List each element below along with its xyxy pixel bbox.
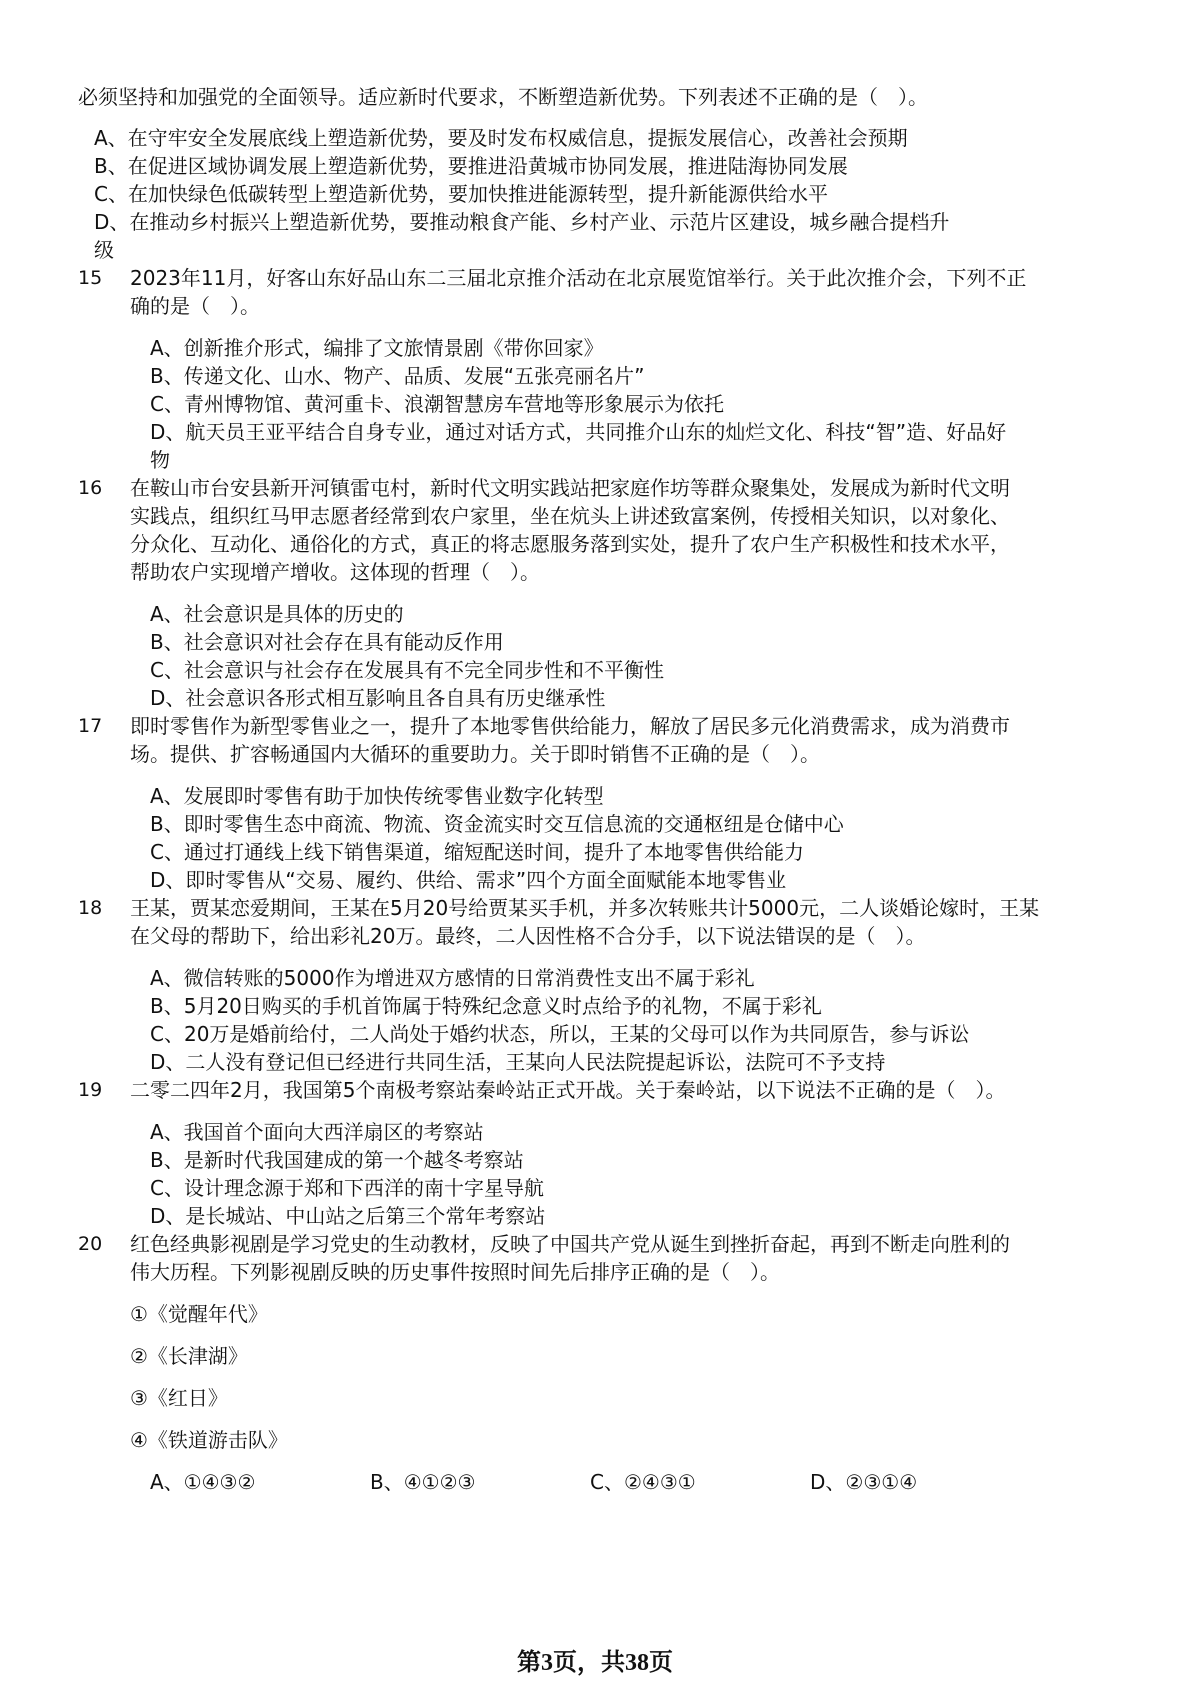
question-14-stem: 必须坚持和加强党的全面领导。适应新时代要求，不断塑造新优势。下列表述不正确的是（ ）。 <box>78 85 928 109</box>
question-15-option-d[interactable]: D、航天员王亚平结合自身专业，通过对话方式，共同推介山东的灿烂文化、科技“智”造、好品好 <box>150 420 1007 444</box>
question-16-option-b[interactable]: B、社会意识对社会存在具有能动反作用 <box>150 630 504 654</box>
question-number: 18 <box>78 897 103 919</box>
question-19-option-c[interactable]: C、设计理念源于郑和下西洋的南十字星导航 <box>150 1176 544 1200</box>
question-15-stem: 2023年11月，好客山东好品山东二三届北京推介活动在北京展览馆举行。关于此次推介会，下列不正 <box>130 266 1027 290</box>
question-17-stem: 即时零售作为新型零售业之一，提升了本地零售供给能力，解放了居民多元化消费需求，成为消费市 <box>130 714 1010 738</box>
question-number: 16 <box>78 477 103 499</box>
question-17-option-d[interactable]: D、即时零售从“交易、履约、供给、需求”四个方面全面赋能本地零售业 <box>150 868 787 892</box>
question-15-option-c[interactable]: C、青州博物馆、黄河重卡、浪潮智慧房车营地等形象展示为依托 <box>150 392 724 416</box>
question-18-stem: 王某，贾某恋爱期间，王某在5月20号给贾某买手机，并多次转账共计5000元，二人谈婚论嫁时，王某 <box>130 896 1040 920</box>
question-18-option-b[interactable]: B、5月20日购买的手机首饰属于特殊纪念意义时点给予的礼物，不属于彩礼 <box>150 994 822 1018</box>
question-20-item: ③《红日》 <box>130 1386 228 1410</box>
question-20-choice-d[interactable]: D、②③①④ <box>810 1470 918 1494</box>
question-20-item: ②《长津湖》 <box>130 1344 248 1368</box>
question-14-option-d[interactable]: D、在推动乡村振兴上塑造新优势，要推动粮食产能、乡村产业、示范片区建设，城乡融合提档升 <box>94 210 950 234</box>
question-20-item: ④《铁道游击队》 <box>130 1428 288 1452</box>
question-16-option-c[interactable]: C、社会意识与社会存在发展具有不完全同步性和不平衡性 <box>150 658 664 682</box>
question-20-choice-c[interactable]: C、②④③① <box>590 1470 696 1494</box>
question-20-stem: 红色经典影视剧是学习党史的生动教材，反映了中国共产党从诞生到挫折奋起，再到不断走向胜利的 <box>130 1232 1010 1256</box>
question-17-option-b[interactable]: B、即时零售生态中商流、物流、资金流实时交互信息流的交通枢纽是仓储中心 <box>150 812 844 836</box>
question-18-option-c[interactable]: C、20万是婚前给付，二人尚处于婚约状态，所以，王某的父母可以作为共同原告，参与诉讼 <box>150 1022 970 1046</box>
question-14-option-c[interactable]: C、在加快绿色低碳转型上塑造新优势，要加快推进能源转型，提升新能源供给水平 <box>94 182 828 206</box>
question-15-option-b[interactable]: B、传递文化、山水、物产、品质、发展“五张亮丽名片” <box>150 364 645 388</box>
question-19-stem: 二零二四年2月，我国第5个南极考察站秦岭站正式开战。关于秦岭站，以下说法不正确的是（ ）。 <box>130 1078 1006 1102</box>
question-19-option-a[interactable]: A、我国首个面向大西洋扇区的考察站 <box>150 1120 484 1144</box>
question-number: 17 <box>78 715 103 737</box>
question-16-stem: 实践点，组织红马甲志愿者经常到农户家里，坐在炕头上讲述致富案例，传授相关知识，以对象化、 <box>130 504 1010 528</box>
question-20-choice-b[interactable]: B、④①②③ <box>370 1470 476 1494</box>
question-15-stem: 确的是（ ）。 <box>130 294 260 318</box>
question-20-stem: 伟大历程。下列影视剧反映的历史事件按照时间先后排序正确的是（ ）。 <box>130 1260 780 1284</box>
question-16-option-a[interactable]: A、社会意识是具体的历史的 <box>150 602 404 626</box>
question-14-option-a[interactable]: A、在守牢安全发展底线上塑造新优势，要及时发布权威信息，提振发展信心，改善社会预期 <box>94 126 908 150</box>
question-number: 19 <box>78 1079 103 1101</box>
question-18-option-a[interactable]: A、微信转账的5000作为增进双方感情的日常消费性支出不属于彩礼 <box>150 966 755 990</box>
question-20-item: ①《觉醒年代》 <box>130 1302 268 1326</box>
question-17-stem: 场。提供、扩容畅通国内大循环的重要助力。关于即时销售不正确的是（ ）。 <box>130 742 820 766</box>
question-14-option-b[interactable]: B、在促进区域协调发展上塑造新优势，要推进沿黄城市协同发展，推进陆海协同发展 <box>94 154 848 178</box>
question-number: 15 <box>78 267 103 289</box>
question-14-option-d-cont: 级 <box>94 238 114 262</box>
question-number: 20 <box>78 1233 103 1255</box>
question-17-option-c[interactable]: C、通过打通线上线下销售渠道，缩短配送时间，提升了本地零售供给能力 <box>150 840 804 864</box>
question-19-option-d[interactable]: D、是长城站、中山站之后第三个常年考察站 <box>150 1204 546 1228</box>
question-16-option-d[interactable]: D、社会意识各形式相互影响且各自具有历史继承性 <box>150 686 606 710</box>
question-19-option-b[interactable]: B、是新时代我国建成的第一个越冬考察站 <box>150 1148 524 1172</box>
question-18-option-d[interactable]: D、二人没有登记但已经进行共同生活，王某向人民法院提起诉讼，法院可不予支持 <box>150 1050 886 1074</box>
question-16-stem: 帮助农户实现增产增收。这体现的哲理（ ）。 <box>130 560 540 584</box>
question-16-stem: 分众化、互动化、通俗化的方式，真正的将志愿服务落到实处，提升了农户生产积极性和技术水平， <box>130 532 1010 556</box>
question-15-option-a[interactable]: A、创新推介形式，编排了文旅情景剧《带你回家》 <box>150 336 604 360</box>
question-15-option-d-cont: 物 <box>150 448 170 472</box>
question-20-choice-a[interactable]: A、①④③② <box>150 1470 256 1494</box>
question-17-option-a[interactable]: A、发展即时零售有助于加快传统零售业数字化转型 <box>150 784 604 808</box>
page-number-footer: 第3页，共38页 <box>517 1650 673 1676</box>
question-18-stem: 在父母的帮助下，给出彩礼20万。最终，二人因性格不合分手，以下说法错误的是（ ）。 <box>130 924 926 948</box>
question-16-stem: 在鞍山市台安县新开河镇雷屯村，新时代文明实践站把家庭作坊等群众聚集处，发展成为新时代文明 <box>130 476 1010 500</box>
